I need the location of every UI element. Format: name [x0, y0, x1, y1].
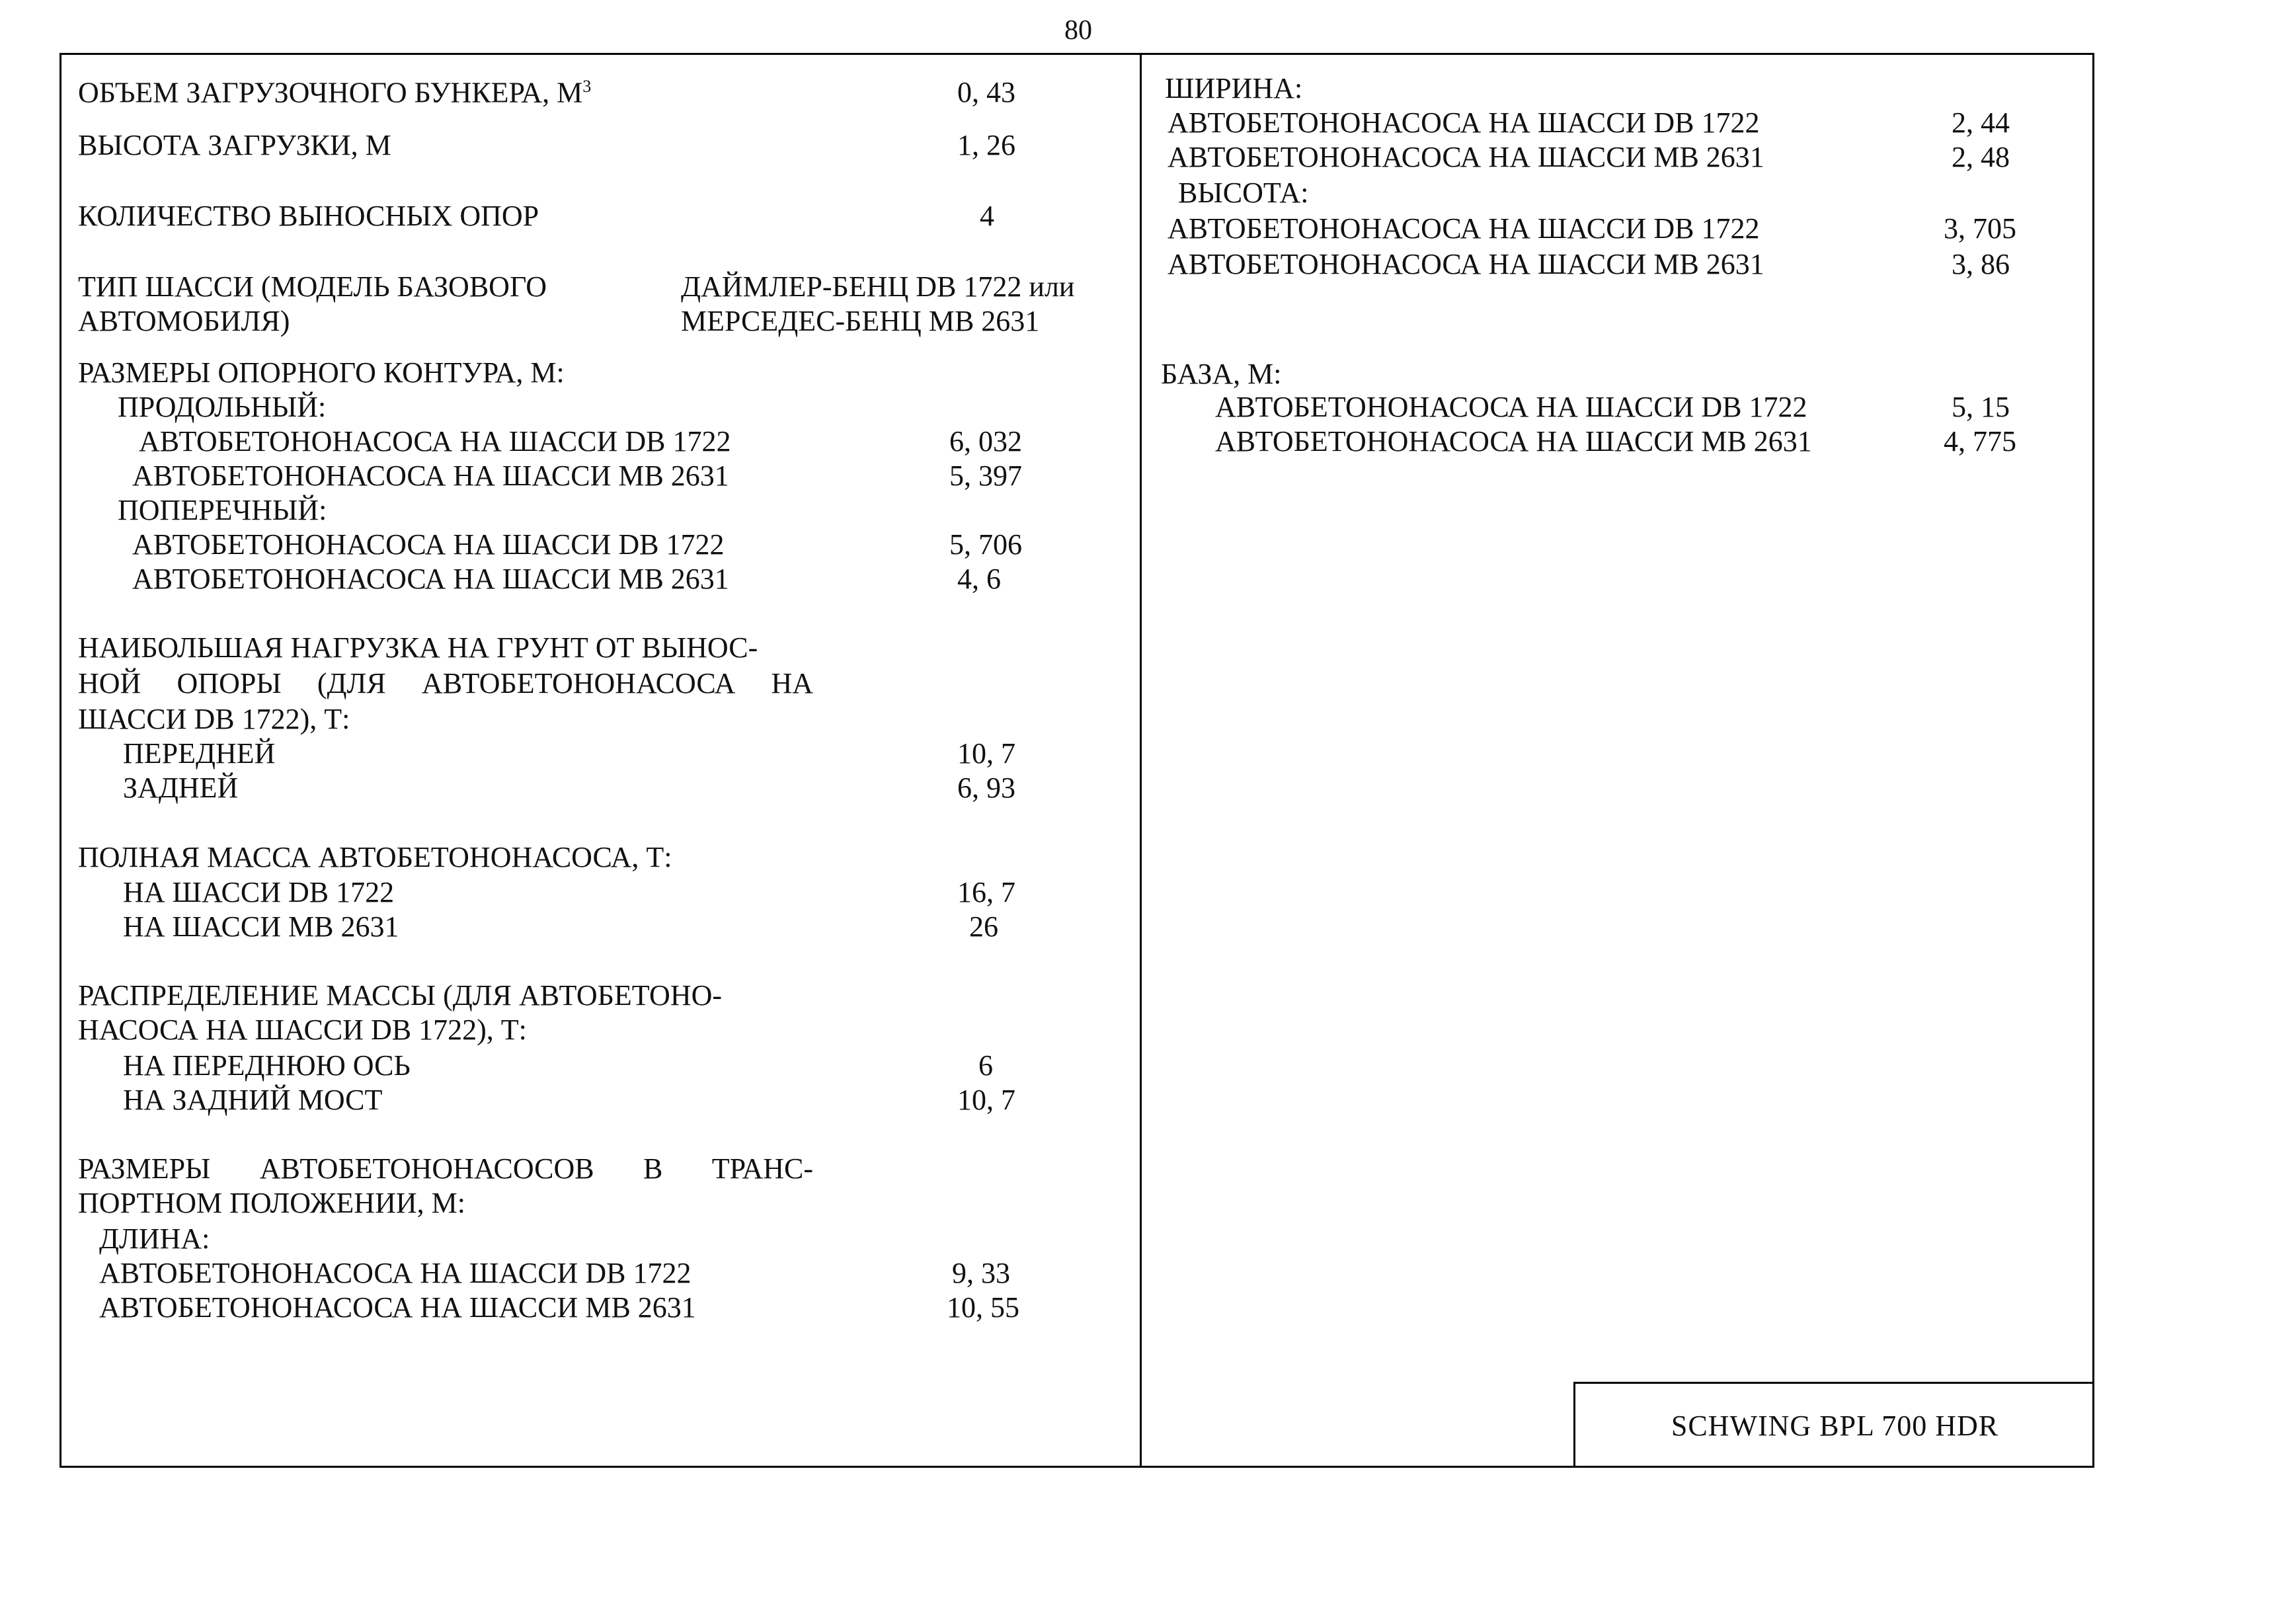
support-transverse-heading: ПОПЕРЕЧНЫЙ:: [118, 494, 327, 526]
support-longitudinal-heading: ПРОДОЛЬНЫЙ:: [118, 391, 327, 423]
total-mass-db-label: НА ШАССИ DB 1722: [123, 876, 395, 908]
hopper-volume-value: 0, 43: [957, 76, 1015, 108]
chassis-type-value-1: ДАЙМЛЕР-БЕНЦ DB 1722 или: [681, 270, 1075, 303]
loading-height-value: 1, 26: [957, 129, 1015, 161]
outriggers-count-label: КОЛИЧЕСТВО ВЫНОСНЫХ ОПОР: [78, 200, 539, 232]
height-db-value: 3, 705: [1944, 212, 2016, 245]
total-mass-mb-label: НА ШАССИ МВ 2631: [123, 910, 399, 943]
mass-distribution-rear-value: 10, 7: [957, 1084, 1015, 1116]
mass-distribution-line-1: РАСПРЕДЕЛЕНИЕ МАССЫ (ДЛЯ АВТОБЕТОНО-: [78, 979, 723, 1012]
spec-table-frame: [59, 53, 2094, 1468]
width-mb-value: 2, 48: [1952, 141, 2010, 173]
base-title: БАЗА, М:: [1161, 358, 1282, 390]
base-mb-label: АВТОБЕТОНОНАСОСА НА ШАССИ МВ 2631: [1215, 425, 1812, 458]
ground-load-front-label: ПЕРЕДНЕЙ: [123, 737, 276, 770]
ground-load-rear-label: ЗАДНЕЙ: [123, 772, 239, 804]
loading-height-label: ВЫСОТА ЗАГРУЗКИ, М: [78, 129, 391, 161]
cubic-superscript: 3: [582, 77, 592, 96]
ground-load-rear-value: 6, 93: [957, 772, 1015, 804]
width-mb-label: АВТОБЕТОНОНАСОСА НА ШАССИ МВ 2631: [1168, 141, 1764, 173]
chassis-type-label-1: ТИП ШАССИ (МОДЕЛЬ БАЗОВОГО: [78, 270, 547, 303]
transport-length-mb-value: 10, 55: [947, 1291, 1019, 1324]
base-mb-value: 4, 775: [1944, 425, 2016, 458]
height-mb-value: 3, 86: [1952, 248, 2010, 280]
height-mb-label: АВТОБЕТОНОНАСОСА НА ШАССИ МВ 2631: [1168, 248, 1764, 280]
page-number: 80: [1064, 15, 1092, 46]
support-contour-title: РАЗМЕРЫ ОПОРНОГО КОНТУРА, М:: [78, 356, 565, 389]
base-db-value: 5, 15: [1952, 391, 2010, 423]
total-mass-title: ПОЛНАЯ МАССА АВТОБЕТОНОНАСОСА, Т:: [78, 841, 672, 873]
column-divider: [1140, 53, 1142, 1468]
support-trans-mb-value: 4, 6: [957, 563, 1001, 595]
width-db-value: 2, 44: [1952, 106, 2010, 139]
base-db-label: АВТОБЕТОНОНАСОСА НА ШАССИ DB 1722: [1215, 391, 1807, 423]
support-long-db-value: 6, 032: [949, 425, 1022, 458]
hopper-volume-label: ОБЪЕМ ЗАГРУЗОЧНОГО БУНКЕРА, $М^3$: [78, 76, 592, 109]
ground-load-line-3: ШАССИ DB 1722), Т:: [78, 703, 350, 735]
mass-distribution-line-2: НАСОСА НА ШАССИ DB 1722), Т:: [78, 1014, 527, 1046]
support-long-mb-label: АВТОБЕТОНОНАСОСА НА ШАССИ МВ 2631: [132, 459, 729, 492]
chassis-type-value-2: МЕРСЕДЕС-БЕНЦ МВ 2631: [681, 305, 1040, 337]
support-long-db-label: АВТОБЕТОНОНАСОСА НА ШАССИ DB 1722: [139, 425, 731, 458]
height-db-label: АВТОБЕТОНОНАСОСА НА ШАССИ DB 1722: [1168, 212, 1760, 245]
transport-length-db-label: АВТОБЕТОНОНАСОСА НА ШАССИ DB 1722: [99, 1257, 692, 1289]
outriggers-count-value: 4: [980, 200, 994, 232]
title-block-stamp: [1573, 1382, 2094, 1468]
ground-load-line-1: НАИБОЛЬШАЯ НАГРУЗКА НА ГРУНТ ОТ ВЫНОС-: [78, 631, 758, 664]
transport-dims-line-2: ПОРТНОМ ПОЛОЖЕНИИ, М:: [78, 1187, 465, 1219]
mass-distribution-rear-label: НА ЗАДНИЙ МОСТ: [123, 1084, 383, 1116]
total-mass-db-value: 16, 7: [957, 876, 1015, 908]
height-title: ВЫСОТА:: [1178, 177, 1309, 209]
mass-distribution-front-label: НА ПЕРЕДНЮЮ ОСЬ: [123, 1049, 411, 1082]
ground-load-front-value: 10, 7: [957, 737, 1015, 770]
transport-length-mb-label: АВТОБЕТОНОНАСОСА НА ШАССИ МВ 2631: [99, 1291, 696, 1324]
transport-dims-line-1: РАЗМЕРЫ АВТОБЕТОНОНАСОСОВ В ТРАНС-: [78, 1152, 813, 1185]
mass-distribution-front-value: 6: [978, 1049, 993, 1082]
transport-length-db-value: 9, 33: [952, 1257, 1010, 1289]
transport-length-heading: ДЛИНА:: [99, 1222, 210, 1255]
ground-load-line-2: НОЙ ОПОРЫ (ДЛЯ АВТОБЕТОНОНАСОСА НА: [78, 667, 813, 699]
model-name: SCHWING BPL 700 HDR: [1671, 1410, 1999, 1442]
chassis-type-label-2: АВТОМОБИЛЯ): [78, 305, 290, 337]
support-trans-db-label: АВТОБЕТОНОНАСОСА НА ШАССИ DB 1722: [132, 528, 725, 561]
support-long-mb-value: 5, 397: [949, 459, 1022, 492]
support-trans-db-value: 5, 706: [949, 528, 1022, 561]
total-mass-mb-value: 26: [969, 910, 998, 943]
support-trans-mb-label: АВТОБЕТОНОНАСОСА НА ШАССИ МВ 2631: [132, 563, 729, 595]
width-title: ШИРИНА:: [1165, 72, 1303, 104]
width-db-label: АВТОБЕТОНОНАСОСА НА ШАССИ DB 1722: [1168, 106, 1760, 139]
